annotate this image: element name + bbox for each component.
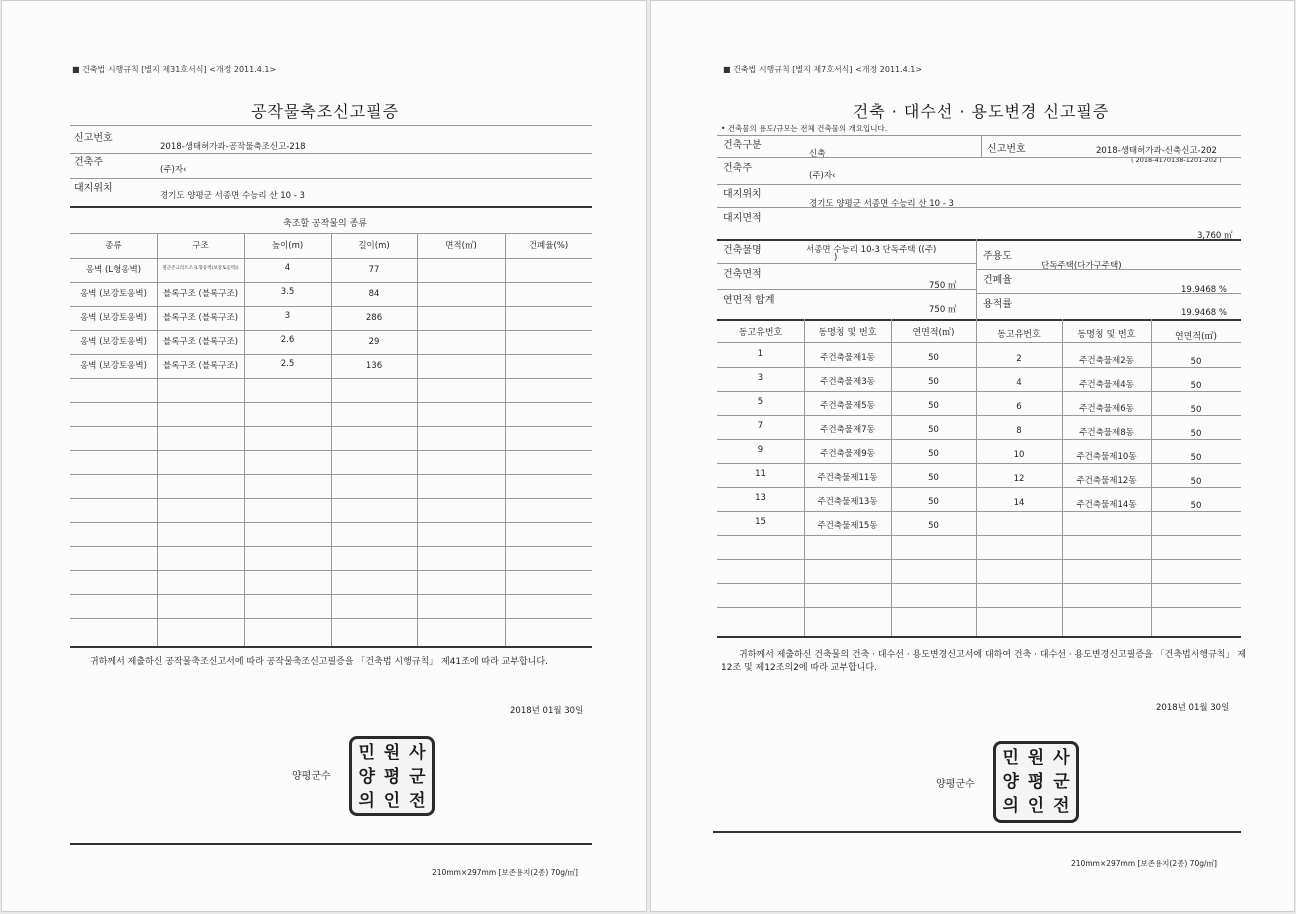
- table-cell: 주건축물제8동: [1079, 428, 1134, 438]
- issue-date: 2018년 01월 30일: [1156, 703, 1230, 713]
- table-cell: 50: [928, 377, 939, 387]
- issue-date: 2018년 01월 30일: [510, 706, 584, 716]
- table-cell: 50: [1190, 357, 1202, 367]
- table-cell: 50: [1190, 501, 1202, 511]
- building-area-value: 750 ㎡: [929, 281, 957, 291]
- paper-size-footer: 210mm×297mm [보존용지(2종) 70g/㎡]: [432, 868, 578, 877]
- table-cell: 블록구조 (블록구조): [162, 313, 239, 323]
- table-cell: 옹벽 (보강토옹벽): [80, 361, 147, 371]
- table-cell: 주건축물제9동: [820, 449, 875, 459]
- table-cell: 옹벽 (보강토옹벽): [80, 337, 147, 347]
- table-cell: 50: [1190, 405, 1202, 415]
- col-header-bldg-id-2: 동고유번호: [997, 330, 1041, 340]
- table-cell: 50: [928, 473, 939, 483]
- table-cell: 철근콘크리트조 (L형옹벽(보강토옹벽)): [162, 266, 239, 271]
- table-cell: 50: [1190, 477, 1202, 487]
- building-name-label: 건축물명: [723, 245, 762, 256]
- site-label: 대지위치: [74, 183, 113, 194]
- table-cell: 2.5: [280, 359, 295, 369]
- table-cell: 옹벽 (보강토옹벽): [80, 289, 147, 299]
- table-cell: 50: [928, 425, 939, 435]
- table-cell: 3: [284, 311, 291, 321]
- table-cell: 8: [1016, 426, 1022, 436]
- main-use-value: 단독주택(다가구주택): [1041, 261, 1122, 271]
- table-cell: 주건축물제1동: [820, 353, 875, 363]
- table-cell: 12: [1013, 474, 1025, 484]
- col-header-bldg-name-2: 동명칭 및 번호: [1077, 330, 1136, 340]
- col-header-bcr: 건폐율(%): [528, 241, 569, 251]
- report-number-value: 2018-생태허가과-신축신고-202: [1096, 146, 1217, 156]
- table-cell: 136: [365, 361, 383, 371]
- table-cell: 주건축물제13동: [817, 497, 878, 507]
- notice-text: 귀하께서 제출하신 건축물의 건축 · 대수선 · 용도변경신고서에 대하여 건축 · 대수선 · 용도변경신고필증을 「건축법시행규칙」 제12조 및 제12조의2에 따라 교부합니다.: [721, 650, 1247, 673]
- col-header-bldg-name: 동명칭 및 번호: [818, 328, 877, 338]
- report-number-sub: ( 2018-4170138-1201-202 ): [1131, 156, 1222, 164]
- table-cell: 주건축물제2동: [1079, 356, 1134, 366]
- right-document-page: [650, 0, 1295, 912]
- table-cell: 9: [757, 445, 764, 455]
- table-cell: 10: [1013, 450, 1025, 460]
- table-cell: 50: [928, 449, 939, 459]
- table-cell: 4: [1016, 378, 1022, 388]
- scope-note: • 건축물의 용도/규모는 전체 건축물의 개요입니다.: [721, 124, 888, 133]
- table-cell: 84: [368, 289, 380, 299]
- col-header-area: 면적(㎡): [445, 241, 477, 251]
- table-cell: 주건축물제6동: [1079, 404, 1134, 414]
- build-type-label: 건축구분: [723, 140, 762, 151]
- table-cell: 286: [365, 313, 383, 323]
- table-cell: 주건축물제7동: [820, 425, 875, 435]
- main-use-label: 주용도: [983, 251, 1012, 262]
- table-cell: 4: [284, 263, 291, 273]
- table-cell: 13: [755, 493, 766, 503]
- col-header-floor-area-2: 연면적(㎡): [1174, 332, 1218, 342]
- building-name-value: 서종면 수능리 10-3 단독주택 ((주): [806, 245, 937, 255]
- report-number-value: 2018-생태허가과-공작물축조신고-218: [160, 142, 306, 152]
- table-cell: 2: [1016, 354, 1022, 364]
- site-area-value: 3,760 ㎡: [1197, 231, 1233, 241]
- report-number-label: 신고번호: [74, 133, 113, 144]
- table-cell: 블록구조 (블록구조): [162, 289, 239, 299]
- table-cell: 50: [1190, 453, 1202, 463]
- table-cell: 50: [1190, 381, 1202, 391]
- table-cell: 주건축물제4동: [1079, 380, 1134, 390]
- floor-area-ratio-value: 19.9468 %: [1181, 308, 1227, 318]
- table-cell: 14: [1013, 498, 1025, 508]
- owner-label: 건축주: [723, 163, 752, 174]
- table-cell: 1: [757, 349, 764, 359]
- coverage-ratio-value: 19.9468 %: [1181, 285, 1227, 295]
- table-cell: 주건축물제3동: [820, 377, 875, 387]
- official-seal: 민 원 사 양 평 군 의 인 전: [349, 736, 435, 816]
- owner-label: 건축주: [74, 157, 103, 168]
- issuer-name: 양평군수: [936, 779, 975, 790]
- left-document-page: [1, 0, 647, 912]
- table-cell: 주건축물제12동: [1076, 476, 1137, 486]
- table-cell: 50: [1190, 429, 1202, 439]
- col-header-structure: 구조: [192, 241, 209, 251]
- table-cell: 50: [928, 353, 939, 363]
- notice-text: 귀하께서 제출하신 공작물축조신고서에 따라 공작물축조신고필증을 「건축법 시행규칙」 제41조에 따라 교부합니다.: [90, 657, 548, 667]
- table-cell: 주건축물제11동: [817, 473, 878, 483]
- form-header: ■ 건축법 시행규칙 [별지 제7호서식] <개정 2011.4.1>: [723, 65, 923, 74]
- table-cell: 5: [757, 397, 764, 407]
- table-cell: 3.5: [280, 287, 295, 297]
- site-label: 대지위치: [723, 189, 762, 200]
- table-cell: 7: [757, 421, 764, 431]
- col-header-bldg-id: 동고유번호: [738, 328, 783, 338]
- paper-size-footer: 210mm×297mm [보존용지(2종) 70g/㎡]: [1071, 859, 1217, 868]
- site-area-label: 대지면적: [723, 213, 762, 224]
- table-cell: 옹벽 (보강토옹벽): [80, 313, 147, 323]
- table-cell: 블록구조 (블록구조): [162, 361, 239, 371]
- table-cell: 2.6: [280, 335, 295, 345]
- table-cell: 6: [1016, 402, 1022, 412]
- table-cell: 15: [755, 517, 766, 527]
- site-value: 경기도 양평군 서종면 수능리 산 10 - 3: [809, 199, 954, 209]
- owner-value: (주)자‹: [809, 171, 836, 181]
- owner-value: (주)자‹: [160, 165, 187, 175]
- coverage-ratio-label: 건폐율: [983, 275, 1012, 286]
- total-floor-area-value: 750 ㎡: [929, 305, 957, 315]
- col-header-type: 종류: [105, 241, 122, 251]
- table-cell: 옹벽 (L형옹벽): [85, 265, 142, 275]
- col-header-length: 길이(m): [358, 241, 390, 251]
- col-header-height: 높이(m): [271, 241, 304, 251]
- official-seal: 민 원 사 양 평 군 의 인 전: [993, 741, 1079, 823]
- table-cell: 주건축물제10동: [1076, 452, 1137, 462]
- table-title: 축조할 공작물의 종류: [283, 219, 367, 229]
- issuer-name: 양평군수: [292, 771, 331, 782]
- document-title: 건축 · 대수선 · 용도변경 신고필증: [852, 102, 1110, 121]
- building-name-value-cont: ): [834, 253, 838, 263]
- total-floor-area-label: 연면적 합계: [723, 295, 775, 306]
- table-cell: 29: [368, 337, 380, 347]
- document-title: 공작물축조신고필증: [250, 102, 400, 121]
- table-cell: 블록구조 (블록구조): [162, 337, 239, 347]
- table-cell: 주건축물제14동: [1076, 500, 1137, 510]
- table-cell: 50: [928, 521, 939, 531]
- col-header-floor-area: 연면적(㎡): [912, 328, 955, 338]
- table-cell: 50: [928, 401, 939, 411]
- table-cell: 주건축물제5동: [820, 401, 875, 411]
- table-cell: 77: [368, 265, 380, 275]
- site-value: 경기도 양평군 서종면 수능리 산 10 - 3: [160, 191, 305, 201]
- report-number-label: 신고번호: [987, 144, 1026, 155]
- table-cell: 50: [928, 497, 939, 507]
- form-header: ■ 건축법 시행규칙 [별지 제31호서식] <개정 2011.4.1>: [72, 65, 277, 74]
- table-cell: 3: [757, 373, 764, 383]
- floor-area-ratio-label: 용적률: [983, 299, 1012, 310]
- table-cell: 11: [755, 469, 766, 479]
- building-area-label: 건축면적: [723, 269, 762, 280]
- table-cell: 주건축물제15동: [817, 521, 878, 531]
- build-type-value: 신축: [809, 149, 826, 159]
